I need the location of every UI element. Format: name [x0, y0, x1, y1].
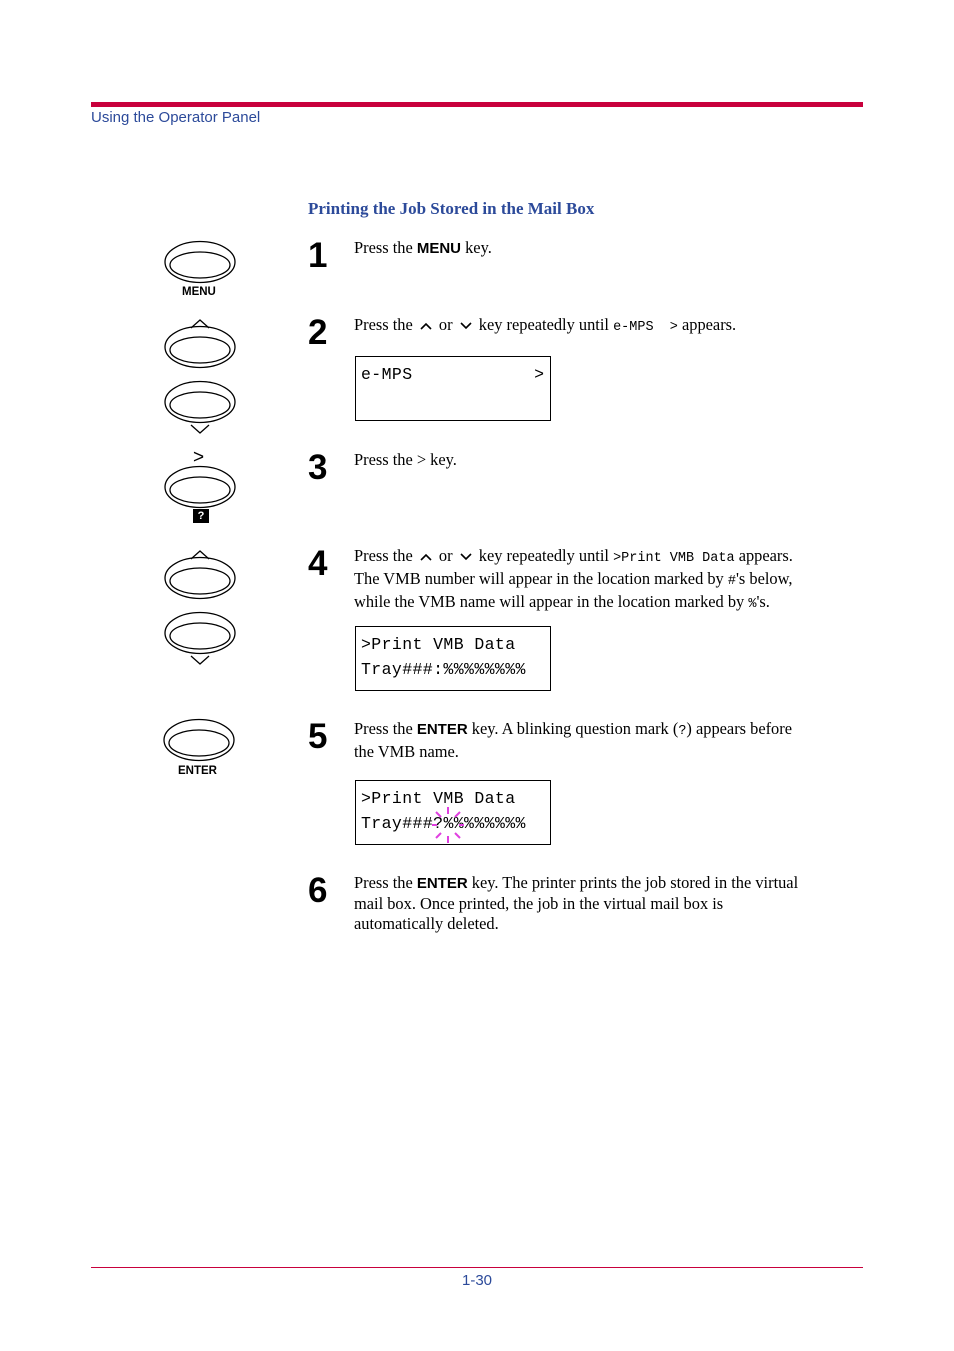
step-text-2: Press the or key repeatedly until e-MPS > appears. [354, 315, 737, 335]
up-key-icon-2 [163, 547, 237, 601]
right-key-symbol: > [193, 447, 205, 468]
right-key-icon [163, 465, 237, 511]
step-text-4: Press the or key repeatedly until >Print VMB Data appears. The VMB number will appear in the location marked by #'s below, while the VMB name will appear in the location marked by %'s. [354, 546, 793, 612]
up-key-icon [163, 316, 237, 370]
up-arrow-icon [419, 552, 433, 562]
footer-rule [91, 1267, 863, 1268]
blink-indicator-icon [432, 806, 464, 844]
lcd-line-1: e-MPS [361, 365, 413, 384]
step-number-5: 5 [308, 717, 328, 756]
step-text-5: Press the ENTER key. A blinking question mark (?) appears before the VMB name. [354, 719, 792, 761]
lcd-line-1: >Print VMB Data [361, 789, 516, 808]
menu-key-label: MENU [182, 286, 216, 298]
step-text-1: Press the MENU key. [354, 238, 492, 257]
lcd-line-2: Tray###:%%%%%%%% [361, 660, 526, 679]
enter-key-icon [162, 718, 236, 764]
step-number-1: 1 [308, 236, 328, 275]
lcd-arrow: > [534, 365, 544, 384]
section-title: Printing the Job Stored in the Mail Box [308, 199, 595, 218]
header-rule [91, 102, 863, 107]
help-badge: ? [193, 509, 209, 523]
down-key-icon-2 [163, 611, 237, 669]
lcd-line-2: Tray###?%%%%%%%% [361, 814, 526, 833]
menu-key-icon [163, 240, 237, 286]
down-arrow-icon [459, 321, 473, 331]
step-number-2: 2 [308, 313, 328, 352]
down-arrow-icon [459, 552, 473, 562]
step-number-3: 3 [308, 448, 328, 487]
lcd-display-print-vmb [355, 626, 551, 691]
blinking-cursor: ? [433, 814, 444, 833]
step-number-4: 4 [308, 544, 328, 583]
page-number: 1-30 [461, 1272, 493, 1289]
enter-key-label: ENTER [178, 765, 217, 777]
up-arrow-icon [419, 321, 433, 331]
step-text-3: Press the > key. [354, 450, 457, 469]
step-text-6: Press the ENTER key. The printer prints the job stored in the virtual mail box. Once printed, the job in the virtual mail box is automatically deleted. [354, 873, 799, 933]
step-number-6: 6 [308, 871, 328, 910]
lcd-line-1: >Print VMB Data [361, 635, 516, 654]
down-key-icon [163, 380, 237, 438]
running-header: Using the Operator Panel [91, 109, 261, 126]
lcd-display-emps [355, 356, 551, 421]
